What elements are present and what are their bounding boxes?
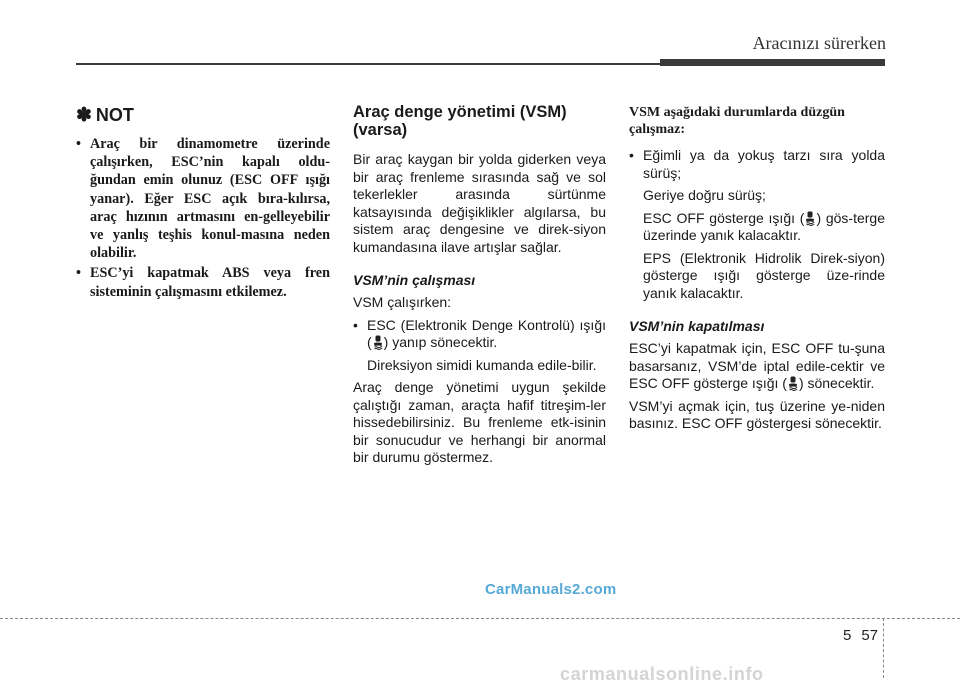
esc-off-indicator-icon [805, 211, 815, 226]
header-rule [76, 63, 660, 65]
asterisk-icon: ✽ [76, 105, 92, 126]
page-number [843, 627, 878, 644]
vsm-operation-indent: Direksiyon simidi kumanda edile-bilir. [367, 356, 597, 373]
vsm-conditions [629, 104, 885, 438]
conditions-line: Geriye doğru sürüş; [643, 187, 766, 203]
note-item: • ESC’yi kapatmak ABS veya fren sisteminin çalışmasını etkilemez. [76, 264, 330, 300]
note-item: • Araç bir dinamometre üzerinde çalışırken, ESC’nin kapalı oldu-ğundan emin olunuz (ESC OFF ışığı yanar). Eğer ESC açık bıra-kılırsa, araç hızının artmasını en-gelleyebilir ve yanlış teşhis konul-masına neden olabilir. [76, 135, 330, 262]
section-title: Araç denge yönetimi (VSM) (varsa) [353, 103, 567, 139]
conditions-bullet: • Eğimli ya da yokuş tarzı sıra yolda sürüş; [629, 147, 885, 182]
footer-rule [0, 618, 960, 619]
header-title: Aracınızı sürerken [752, 33, 886, 53]
esc-off-indicator-icon [788, 376, 798, 391]
vsm-on-paragraph: VSM’yi açmak için, tuş üzerine ye-niden basınız. ESC OFF göstergesi sönecektir. [629, 397, 885, 431]
bullet-text-a: ESC (Elektronik Denge Kontrolü) ışığı ( [367, 316, 606, 350]
conditions-title: VSM aşağıdaki durumlarda düzgün çalışmaz: [629, 105, 845, 137]
bullet-text-b: ) yanıp sönecektir. [383, 334, 498, 350]
vsm-operation-lead: VSM çalışırken: [353, 294, 452, 310]
line-text-b: ) gös-terge üzerinde yanık kalacaktır. [643, 209, 886, 243]
vsm-off-paragraph [629, 340, 885, 393]
vsm-operation-bullet [353, 317, 606, 352]
header-rule-accent [660, 59, 885, 66]
vsm-operation-title: VSM’nin çalışması [353, 272, 476, 288]
conditions-line: EPS (Elektronik Hidrolik Direk-siyon) gösterge ışığı gösterge üze-rinde yanık kalacaktır. [643, 249, 885, 301]
bottom-watermark: carmanualsonline.info [560, 664, 764, 684]
esc-indicator-icon [373, 335, 383, 350]
note-box [76, 104, 330, 303]
vsm-off-title: VSM’nin kapatılması [629, 318, 765, 334]
watermark-link[interactable]: CarManuals2.com [485, 581, 617, 598]
off-text-a: ESC’yi kapatmak için, ESC OFF tu-şuna basarsanız, VSM’de iptal edile-cektir ve ESC OFF gösterge ışığı ( [629, 340, 885, 391]
chapter-number: 5 [842, 627, 852, 644]
footer-divider [883, 618, 884, 678]
note-heading [76, 104, 330, 127]
conditions-line [629, 210, 885, 245]
vsm-paragraph: Araç denge yönetimi uygun şekilde çalıştığı zaman, araçta hafif titreşim-ler hissedebilirsiniz. Bu frenleme etk-isinin bir sonucudur ve herhangi bir anormal bir durumu göstermez. [353, 379, 606, 465]
page-number-value: 57 [861, 627, 878, 644]
line-text-a: ESC OFF gösterge ışığı ( [643, 209, 805, 226]
vsm-section [353, 104, 606, 472]
vsm-intro: Bir araç kaygan bir yolda giderken veya bir araç frenleme sırasında sağ ve sol tekerlekler arasında sürtünme katsayısında değişiklikler algılarsa, bu sistem araç dengesine ve direk-siyon kumandasına ilave artışlar sağlar. [353, 151, 606, 255]
note-heading-text: NOT [95, 105, 134, 125]
off-text-b: ) sönecektir. [798, 375, 875, 391]
